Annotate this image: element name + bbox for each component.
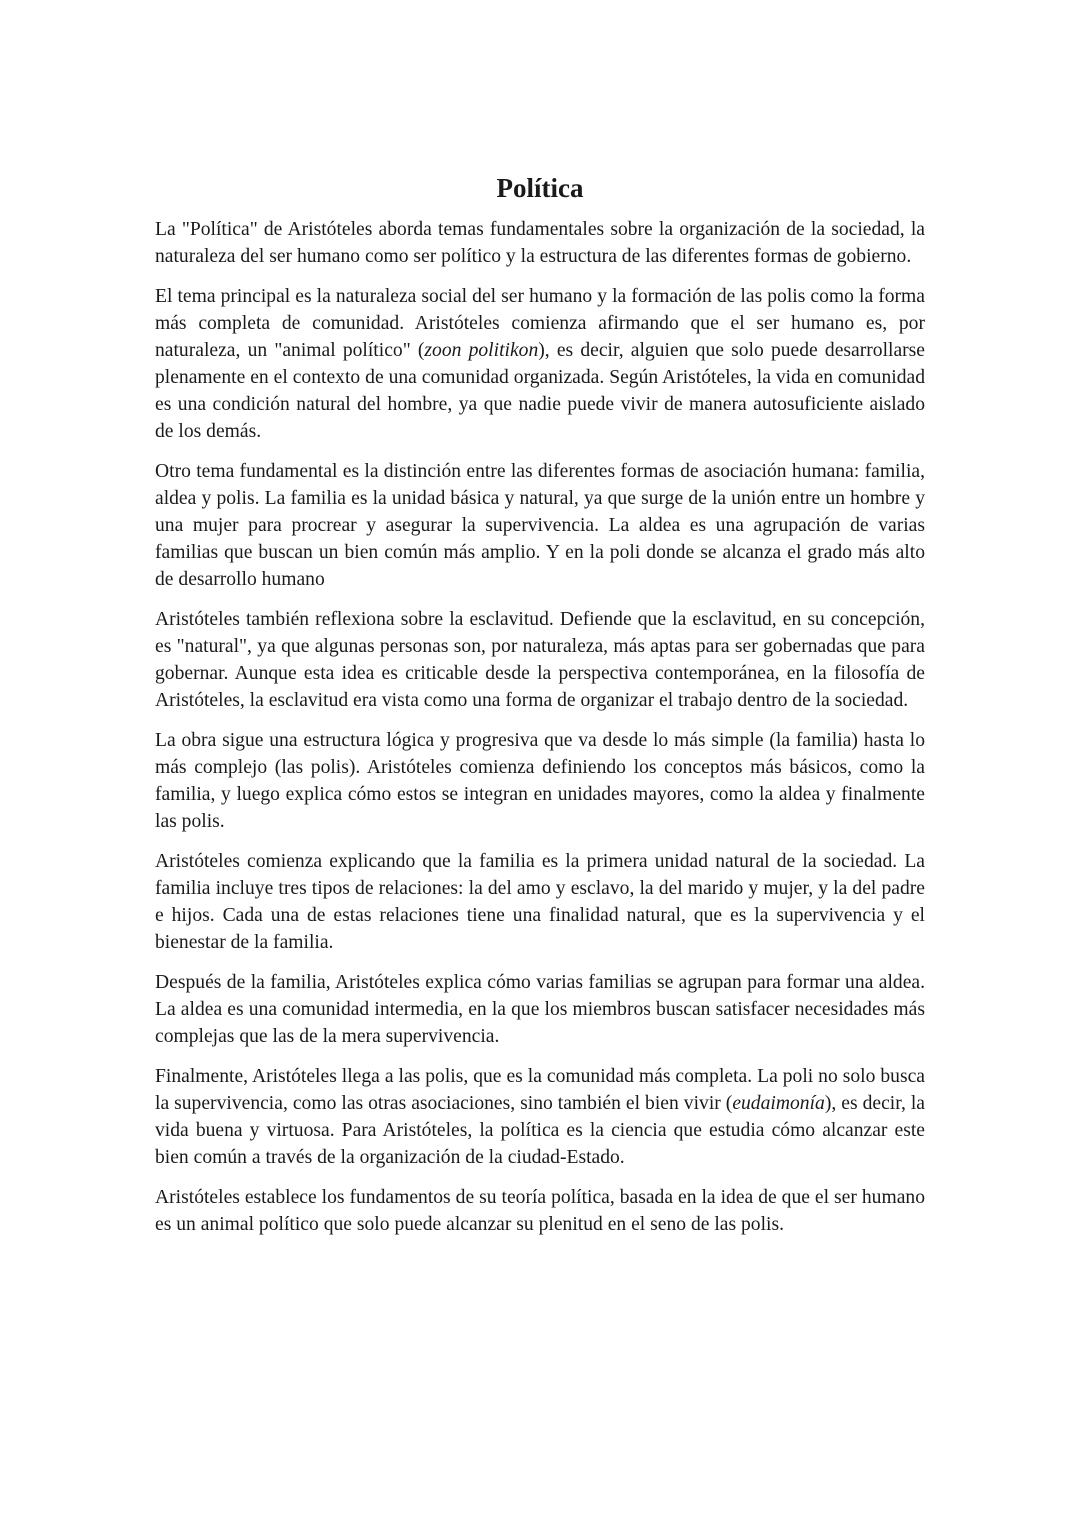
paragraph-family: Aristóteles comienza explicando que la familia es la primera unidad natural de la sociedad. La familia incluye tres tipos de relaciones: la del amo y esclavo, la del marido y mujer, y la del padre e hijos. Cada una de estas relaciones tiene una finalidad natural, que es la supervivencia y el bienestar de la familia.: [155, 851, 925, 953]
paragraph-text: ), es decir, la vida buena y virtuosa. Para Aristóteles, la política es la ciencia que estudia cómo alcanzar este bien común a través de la organización de la ciudad-Estado.: [155, 1093, 925, 1168]
paragraph-intro: La "Política" de Aristóteles aborda temas fundamentales sobre la organización de la sociedad, la naturaleza del ser humano como ser político y la estructura de las diferentes formas de gobierno.: [155, 219, 925, 267]
paragraph-social-nature: [155, 283, 925, 445]
paragraph-text: ), es decir, alguien que solo puede desarrollarse plenamente en el contexto de una comunidad organizada. Según Aristóteles, la vida en comunidad es una condición natural del hombre, ya que nadie puede vivir de manera autosuficiente aislado de los demás.: [155, 340, 925, 442]
italic-term: eudaimonía: [732, 1093, 825, 1114]
paragraph-slavery: Aristóteles también reflexiona sobre la esclavitud. Defiende que la esclavitud, en su concepción, es "natural", ya que algunas personas son, por naturaleza, más aptas para ser gobernadas que para gobernar. Aunque esta idea es criticable desde la perspectiva contemporánea, en la filosofía de Aristóteles, la esclavitud era vista como una forma de organizar el trabajo dentro de la sociedad.: [155, 609, 925, 711]
paragraph-village: Después de la familia, Aristóteles explica cómo varias familias se agrupan para formar una aldea. La aldea es una comunidad intermedia, en la que los miembros buscan satisfacer necesidades más complejas que las de la mera supervivencia.: [155, 972, 925, 1047]
document-title: Política: [496, 173, 584, 203]
paragraph-text: Finalmente, Aristóteles llega a las polis, que es la comunidad más completa. La poli no solo busca la supervivencia, como las otras asociaciones, sino también el bien vivir (: [155, 1066, 925, 1114]
document-page: [155, 168, 925, 1251]
paragraph-conclusion: Aristóteles establece los fundamentos de su teoría política, basada en la idea de que el ser humano es un animal político que solo puede alcanzar su plenitud en el seno de las polis.: [155, 1187, 925, 1235]
paragraph-associations: Otro tema fundamental es la distinción entre las diferentes formas de asociación humana: familia, aldea y polis. La familia es la unidad básica y natural, ya que surge de la unión entre un hombre y una mujer para procrear y asegurar la supervivencia. La aldea es una agrupación de varias familias que buscan un bien común más amplio. Y en la poli donde se alcanza el grado más alto de desarrollo humano: [155, 461, 925, 590]
paragraph-text: El tema principal es la naturaleza social del ser humano y la formación de las polis como la forma más completa de comunidad. Aristóteles comienza afirmando que el ser humano es, por naturaleza, un "animal político" (: [155, 286, 925, 361]
paragraph-structure: La obra sigue una estructura lógica y progresiva que va desde lo más simple (la familia) hasta lo más complejo (las polis). Aristóteles comienza definiendo los conceptos más básicos, como la familia, y luego explica cómo estos se integran en unidades mayores, como la aldea y finalmente las polis.: [155, 730, 925, 832]
italic-term: zoon politikon: [424, 340, 539, 361]
paragraph-polis: [155, 1063, 925, 1171]
